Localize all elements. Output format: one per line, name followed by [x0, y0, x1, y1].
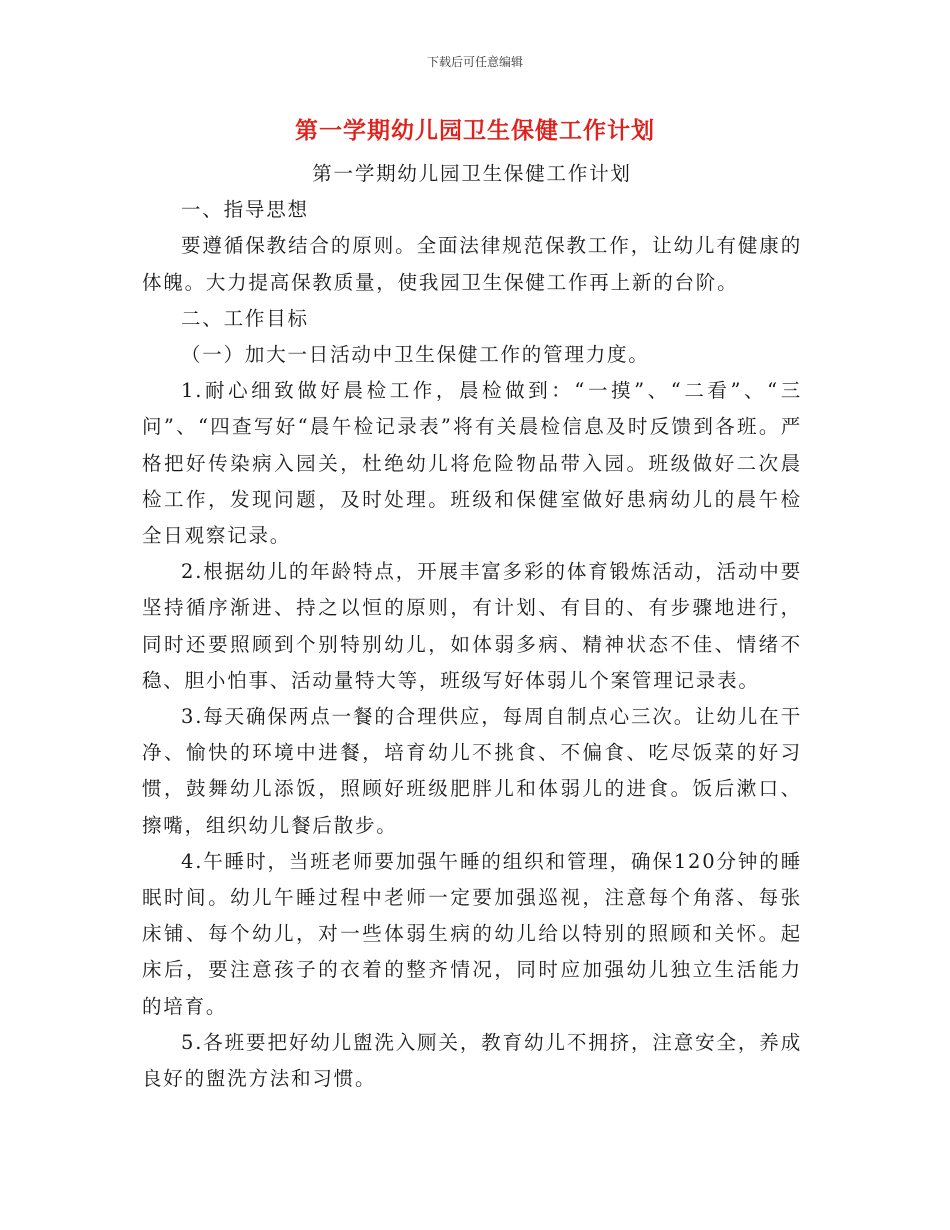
document-body — [142, 156, 802, 1097]
header-note: 下载后可任意编辑 — [426, 55, 523, 69]
paragraph-item-5: 5.各班要把好幼儿盥洗入厕关，教育幼儿不拥挤，注意安全，养成良好的盥洗方法和习惯。 — [142, 1030, 802, 1091]
document-title: 第一学期幼儿园卫生保健工作计划 — [295, 118, 655, 144]
subsection-heading-daily-activities: （一）加大一日活动中卫生保健工作的管理力度。 — [181, 343, 650, 367]
paragraph-item-1: 1.耐心细致做好晨检工作，晨检做到：“一摸”、“二看”、“三问”、“四查写好“晨午检记录表”将有关晨检信息及时反馈到各班。严格把好传染病入园关，杜绝幼儿将危险物品带入园。班级做好二次晨检工作，发现问题，及时处理。班级和保健室做好患病幼儿的晨午检全日观察记录。 — [142, 379, 802, 548]
paragraph-item-3: 3.每天确保两点一餐的合理供应，每周自制点心三次。让幼儿在干净、愉快的环境中进餐，培育幼儿不挑食、不偏食、吃尽饭菜的好习惯，鼓舞幼儿添饭，照顾好班级肥胖儿和体弱儿的进食。饭后漱口、擦嘴，组织幼儿餐后散步。 — [142, 705, 802, 837]
section-heading-work-goals: 二、工作目标 — [181, 306, 309, 330]
paragraph-item-4: 4.午睡时，当班老师要加强午睡的组织和管理，确保120分钟的睡眠时间。幼儿午睡过程中老师一定要加强巡视，注意每个角落、每张床铺、每个幼儿，对一些体弱生病的幼儿给以特别的照顾和关怀。起床后，要注意孩子的衣着的整齐情况，同时应加强幼儿独立生活能力的培育。 — [142, 849, 802, 1018]
paragraph-item-2: 2.根据幼儿的年龄特点，开展丰富多彩的体育锻炼活动，活动中要坚持循序渐进、持之以恒的原则，有计划、有目的、有步骤地进行，同时还要照顾到个别特别幼儿，如体弱多病、精神状态不佳、情绪不稳、胆小怕事、活动量特大等，班级写好体弱儿个案管理记录表。 — [142, 560, 802, 692]
section-heading-guiding-ideology: 一、指导思想 — [181, 198, 309, 222]
paragraph-guiding-ideology: 要遵循保教结合的原则。全面法律规范保教工作，让幼儿有健康的体魄。大力提高保教质量，使我园卫生保健工作再上新的台阶。 — [142, 234, 802, 294]
subtitle-paragraph: 第一学期幼儿园卫生保健工作计划 — [312, 162, 632, 185]
